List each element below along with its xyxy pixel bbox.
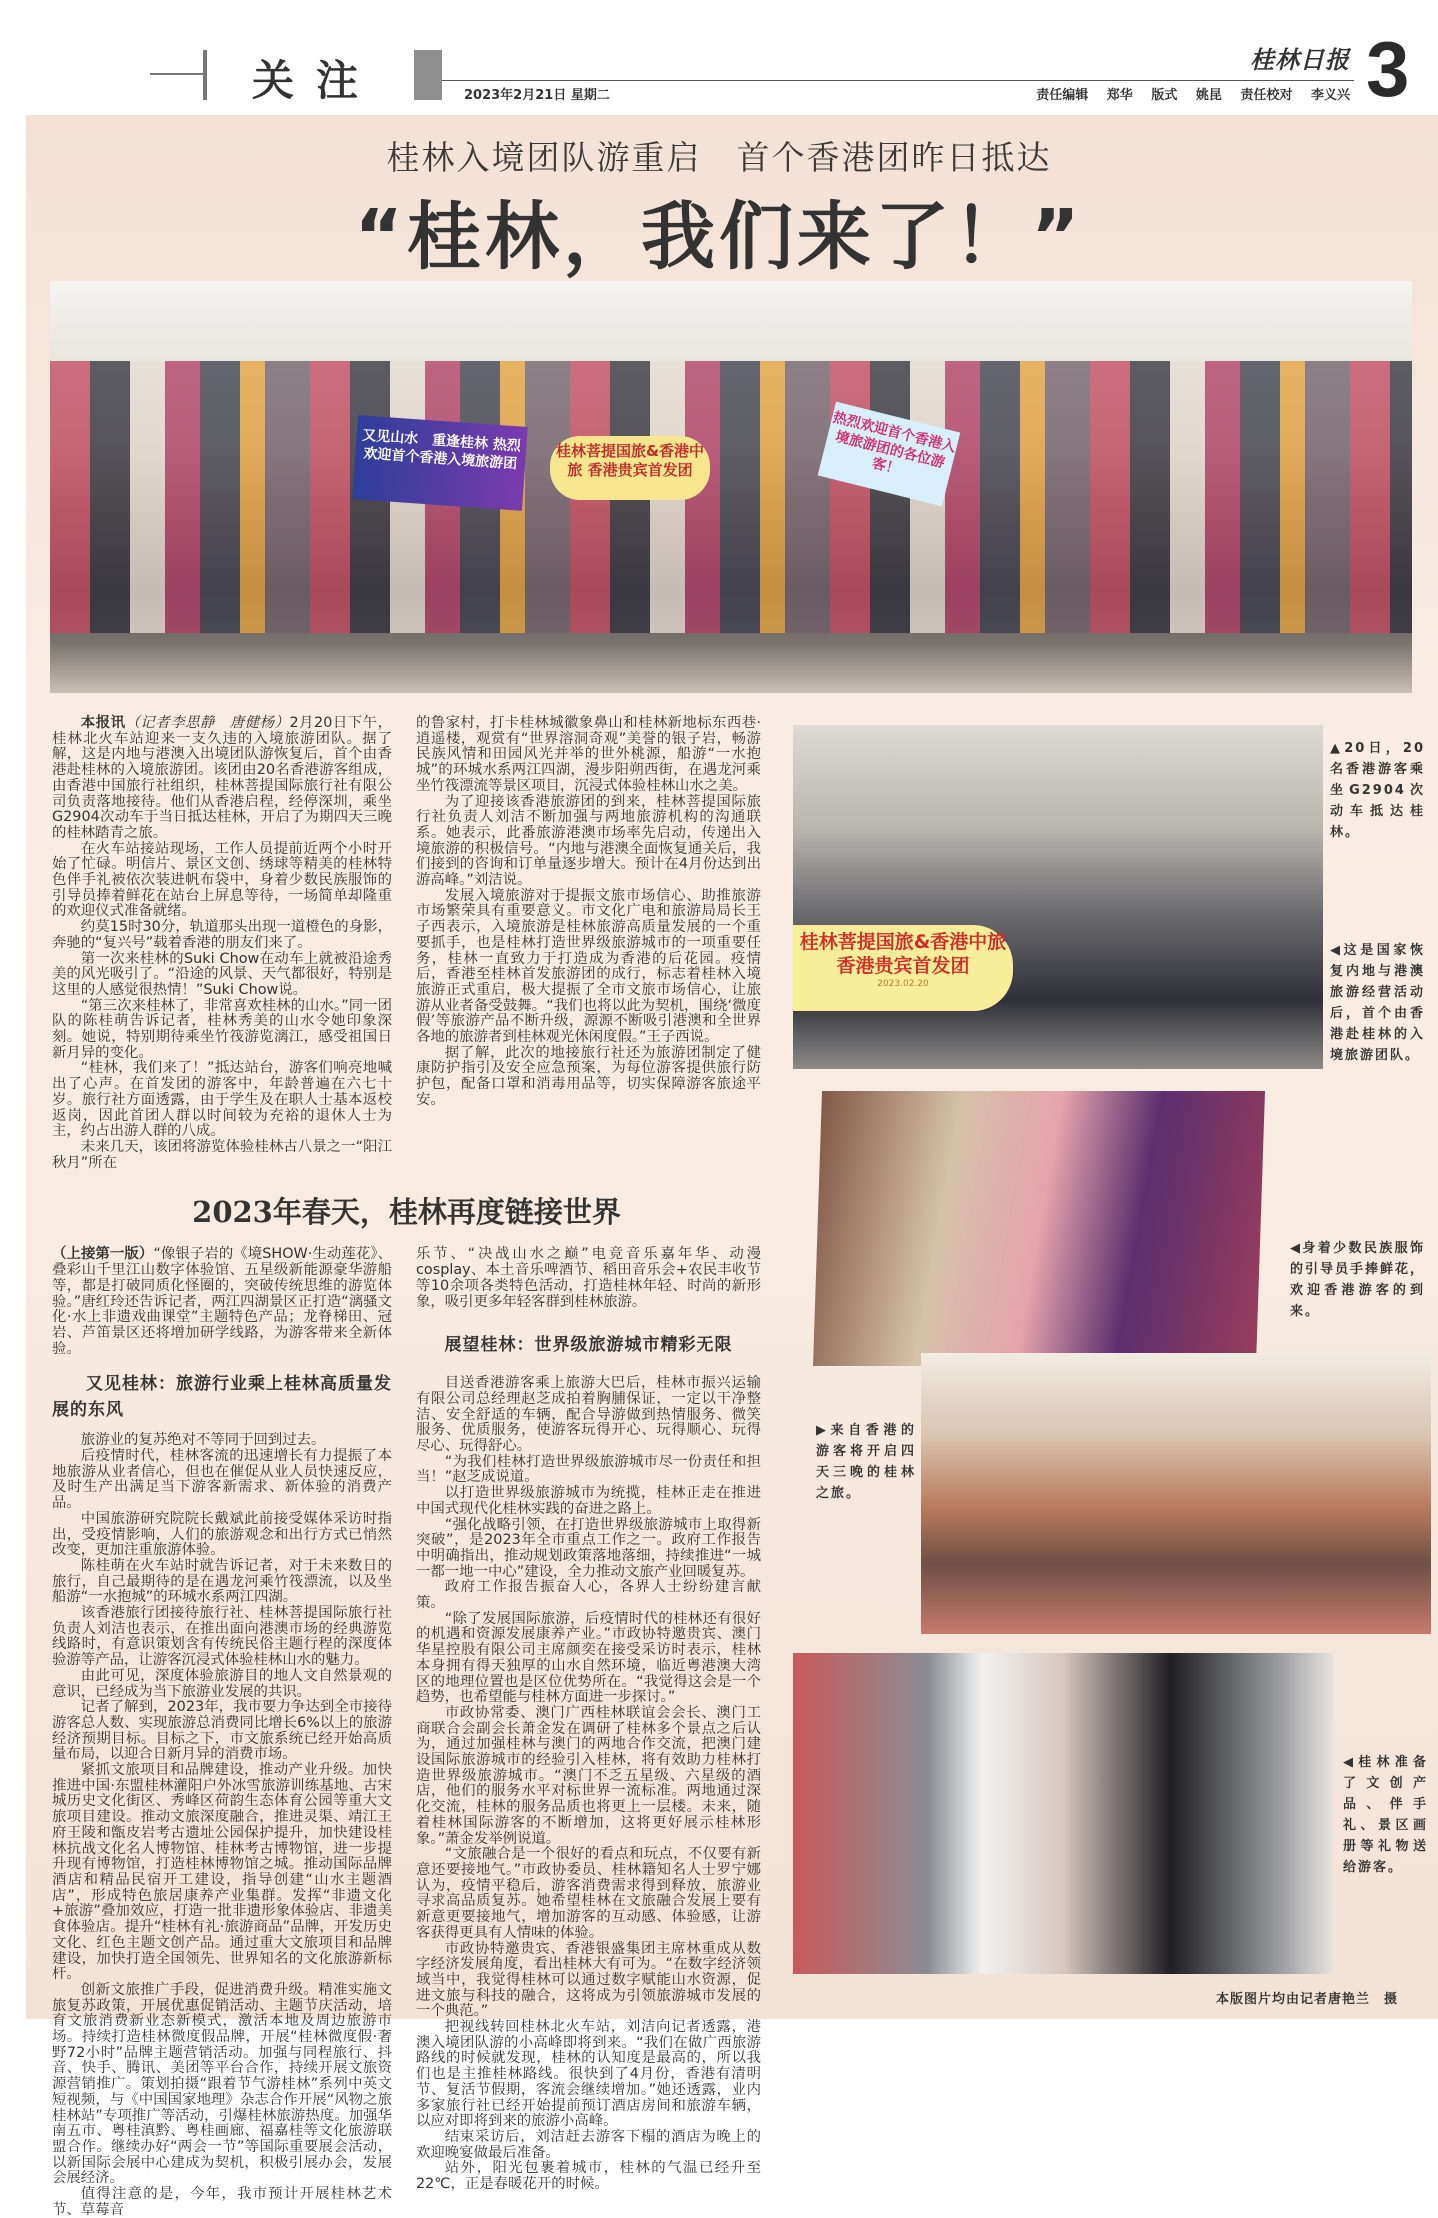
photo-banner: 热烈欢迎首个香港入境旅游团的各位游客！ [818, 402, 961, 507]
paragraph: 创新文旅推广手段，促进消费升级。精准实施文旅复苏政策，开展优惠促销活动、主题节庆活动，培育文旅消费新业态新模式，激活本地及周边旅游市场。持续打造桂林微度假品牌，开展“桂林微度假·奢野72小时”品牌主题营销活动。加强与同程旅行、抖音、快手、腾讯、美团等平台合作，持续开展文旅资源营销推广。策划拍摄“跟着节气游桂林”系列中英文短视频，与《中国国家地理》杂志合作开展“风物之旅桂林站”专项推广等活动，引爆桂林旅游热度。加强华南五市、粤桂滇黔、粤桂画廊、福嘉桂等文化旅游联盟合作。继续办好“两会一节”等国际重要展会活动，以新国际会展中心建成为契机，积极引展办会，发展会展经济。 [52, 1981, 392, 2187]
article1-column-1 [52, 716, 392, 1171]
paragraph: “强化战略引领，在打造世界级旅游城市上取得新突破”，是2023年全市重点工作之一。政府工作报告中明确指出，推动规划政策落地落细，持续推进“一城一都一地一中心”建设，全力推动文旅产业回暖复苏。 [416, 1516, 761, 1580]
paragraph: 中国旅游研究院院长戴斌此前接受媒体采访时指出，受疫情影响，人们的旅游观念和出行方式已悄然改变，更加注重旅游体验。 [52, 1510, 392, 1559]
photo-banner: 又见山水 重逢桂林 热烈欢迎首个香港入境旅游团 [352, 415, 527, 511]
headline-subtitle: 桂林入境团队游重启 首个香港团昨日抵达 [386, 138, 1052, 177]
paragraph: 结束采访后，刘洁赶去游客下榻的酒店为晚上的欢迎晚宴做最后准备。 [416, 2128, 761, 2161]
paragraph: 市政协特邀贵宾、香港银盛集团主席林重成从数字经济发展角度，看出桂林大有可为。“在数字经济领域当中，我觉得桂林可以通过数字赋能山水资源，促进文旅与科技的融合，这将成为引领旅游城市发展的一个典范。” [416, 1940, 761, 2020]
article-lead: 本报讯 [80, 715, 126, 731]
photo-caption: ◀桂林准备了文创产品、伴手礼、景区画册等礼物送给游客。 [1343, 1755, 1428, 1875]
photo-crowd [50, 361, 1412, 633]
paragraph: 旅游业的复苏绝对不等同于回到过去。 [80, 1432, 326, 1449]
layout-name: 姚昆 [1195, 88, 1222, 103]
paragraph: 在火车站接站现场，工作人员提前近两个小时开始了忙碌。明信片、景区文创、绣球等精美的桂林特色伴手礼被依次装进帆布袋中，身着少数民族服饰的引导员捧着鲜花在站台上屏息等待，一场简单却隆重的欢迎仪式准备就绪。 [52, 840, 392, 920]
header-divider [203, 50, 207, 100]
article2 [52, 1247, 761, 2218]
paragraph: “文旅融合是一个很好的看点和玩点，不仅要有新意还要接地气。”市政协委员、桂林籍知名人士罗宁娜认为，疫情平稳后，游客消费需求得到释放，旅游业寻求高品质复苏。她希望桂林在文旅融合发展上要有新意更要接地气，增加游客的互动感、体验感，让游客获得更具有人情味的体验。 [416, 1846, 761, 1941]
flower-welcome-photo [813, 1091, 1265, 1366]
paragraph: “为我们桂林打造世界级旅游城市尽一份责任和担当！”赵芝成说道。 [416, 1453, 761, 1486]
paragraph: 值得注意的是，今年，我市预计开展桂林艺术节、草莓音 [52, 2186, 392, 2218]
subheading: 又见桂林：旅游行业乘上桂林高质量发展的东风 [52, 1374, 392, 1421]
paragraph: “第三次来桂林了，非常喜欢桂林的山水。”同一团队的陈桂萌告诉记者，桂林秀美的山水令她印象深刻。她说，特别期待乘坐竹筏游览漓江，感受祖国日新月异的变化。 [52, 997, 392, 1061]
article1-column-2 [416, 716, 761, 1109]
editor-name: 郑华 [1106, 88, 1133, 103]
paragraph: 目送香港游客乘上旅游大巴后，桂林市振兴运输有限公司总经理赵芝成拍着胸脯保证，一定以干净整洁、安全舒适的车辆，配合导游做到热情服务、微笑服务、优质服务，使游客玩得开心、玩得顺心、玩得尽心、玩得舒心。 [416, 1375, 761, 1455]
article1 [52, 716, 761, 1171]
paragraph: 政府工作报告振奋人心，各界人士纷纷建言献策。 [416, 1579, 761, 1612]
paragraph: 陈桂萌在火车站时就告诉记者，对于未来数日的旅行，自己最期待的是在遇龙河乘竹筏漂流，以及坐船游“一水抱城”的环城水系两江四湖。 [52, 1557, 392, 1606]
paragraph: 该香港旅行团接待旅行社、桂林菩提国际旅行社负责人刘洁也表示，在推出面向港澳市场的经典游览线路时，有意识策划含有传统民俗主题行程的深度体验游等产品，让游客沉浸式体验桂林山水的魅力。 [52, 1605, 392, 1669]
photo-caption: ▶来自香港的游客将开启四天三晚的桂林之旅。 [816, 1423, 916, 1501]
paragraph: “桂林，我们来了！”抵达站台，游客们响亮地喊出了心声。在首发团的游客中，年龄普遍在六七十岁。旅行社方面透露，由于学生及在职人士基本返校返岗，因此首团人群以时间较为充裕的退休人士为主，约占出游人群的八成。 [52, 1060, 392, 1140]
article2-title: 2023年春天，桂林再度链接世界 [192, 1195, 621, 1230]
paragraph: “除了发展国际旅游，后疫情时代的桂林还有很好的机遇和资源发展康养产业。”市政协特邀贵宾、澳门华星控股有限公司主席颜奕在接受采访时表示，桂林本身拥有得天独厚的山水自然环境，临近粤港澳大湾区的地理位置也是区位优势所在。“我觉得这会是一个趋势，也希望能与桂林方面进一步探讨。” [416, 1610, 761, 1706]
paragraph: 后疫情时代，桂林客流的迅速增长有力提振了本地旅游从业者信心，但也在催促从业人员快速反应，及时生产出满足当下游客新需求、新体验的消费产品。 [52, 1448, 392, 1512]
continued-from-label: （上接第一版） [52, 1246, 154, 1263]
banner-date: 2023.02.20 [877, 978, 929, 989]
photo-caption: ▲20日，20名香港游客乘坐G2904次动车抵达桂林。 [1330, 741, 1425, 840]
bus-photo [921, 1353, 1431, 1634]
paragraph: 以打造世界级旅游城市为统揽，桂林正走在推进中国式现代化桂林实践的奋进之路上。 [416, 1485, 761, 1517]
gift-photo [793, 1653, 1333, 1974]
proofreader-label: 责任校对 [1240, 88, 1293, 103]
editor-label: 责任编辑 [1036, 88, 1089, 103]
paragraph: 第一次来桂林的Suki Chow在动车上就被沿途秀美的风光吸引了。“沿途的风景、天气都很好，特别是这里的人感觉很热情！”Suki Chow说。 [52, 950, 392, 998]
article1-first-paragraph [52, 716, 392, 842]
headline-title: “桂林，我们来了！” [354, 194, 1084, 280]
issue-date: 2023年2月21日 星期二 [464, 88, 610, 103]
header-rule-left [150, 73, 205, 75]
photo-caption: ◀身着少数民族服饰的引导员手捧鲜花，欢迎香港游客的到来。 [1290, 1241, 1426, 1319]
section-name: 关注 [252, 56, 381, 105]
paragraph: 的鲁家村，打卡桂林城徽象鼻山和桂林新地标东西巷·逍遥楼，观赏有“世界溶洞奇观”美誉的银子岩，畅游民族风情和田园风光并举的世外桃源，船游“一水抱城”的环城水系两江四湖，漫步阳朔西街，在遇龙河乘坐竹筏漂流等景区项目，沉浸式体验桂林山水之美。 [416, 715, 761, 794]
paragraph: 把视线转回桂林北火车站，刘洁向记者透露，港澳入境团队游的小高峰即将到来。“我们在做广西旅游路线的时候就发现，桂林的认知度是最高的，所以我们也是主推桂林路线。很快到了4月份，香港有清明节、复活节假期，客流会继续增加。”她还透露，业内多家旅行社已经开始提前预订酒店房间和旅游车辆，以应对即将到来的旅游小高峰。 [416, 2019, 761, 2130]
paragraph: 紧抓文旅项目和品牌建设，推动产业升级。加快推进中国·东盟桂林灌阳户外冰雪旅游训练基地、古宋城历史文化街区、秀峰区荷韵生态体育公园等重大文旅项目建设。推动文旅深度融合，推进灵渠、靖江王府王陵和甑皮岩考古遗址公园保护提升，加快建设桂林抗战文化名人博物馆、桂林考古博物馆，进一步提升现有博物馆，打造桂林博物馆之城。推动国际品牌酒店和精品民宿开工建设，指导创建“山水主题酒店”，形成特色旅居康养产业集群。发挥“非遗文化+旅游”叠加效应，打造一批非遗形象体验店、非遗美食体验店。提升“桂林有礼·旅游商品”品牌，开发历史文化、红色主题文创产品。通过重大文旅项目和品牌建设，加快打造全国领先、世界知名的文化旅游新标杆。 [52, 1762, 392, 1983]
article2-intro [52, 1247, 392, 1357]
paragraph: 为了迎接该香港旅游团的到来，桂林菩提国际旅行社负责人刘洁不断加强与两地旅游机构的沟通联系。她表示，此番旅游港澳市场率先启动，传递出入境旅游的积极信号。“内地与港澳全面恢复通关后，我们接到的咨询和订单量逐步增大。预计在4月份达到出游高峰。”刘洁说。 [416, 793, 761, 889]
main-photo [50, 281, 1412, 693]
page-number: 3 [1366, 25, 1410, 113]
paragraph: 未来几天，该团将游览体验桂林古八景之一“阳江秋月”所在 [52, 1138, 392, 1171]
paragraph: 约莫15时30分，轨道那头出现一道橙色的身影，奔驰的“复兴号”载着香港的朋友们来了。 [52, 919, 392, 951]
article2-column-2 [416, 1247, 761, 2192]
proofreader-name: 李义兴 [1310, 88, 1350, 103]
photo-caption: ◀这是国家恢复内地与港澳旅游经营活动后，首个由香港赴桂林的入境旅游团队。 [1330, 943, 1425, 1063]
byline: （记者李思静 唐健杨） [125, 715, 290, 731]
subheading: 展望桂林：世界级旅游城市精彩无限 [444, 1335, 733, 1356]
paragraph: 乐节、“决战山水之巅”电竞音乐嘉年华、动漫cosplay、本土音乐啤酒节、稻田音乐会+农民丰收节等10余项各类特色活动，打造桂林年轻、时尚的新形象，吸引更多年轻客群到桂林旅游。 [416, 1246, 761, 1310]
photo-banner [793, 925, 1013, 1011]
paragraph: 据了解，此次的地接旅行社还为旅游团制定了健康防护指引及安全应急预案，为每位游客提供旅行防护包，配备口罩和消毒用品等，切实保障游客旅途平安。 [416, 1044, 761, 1108]
banner-text: 桂林菩提国旅&香港中旅 香港贵宾首发团 [799, 931, 1007, 977]
header-block [414, 50, 442, 100]
header-rule [442, 80, 1354, 81]
paragraph: 站外，阳光包裹着城市，桂林的气温已经升至22℃，正是春暖花开的时候。 [416, 2160, 761, 2193]
articles-area [52, 716, 761, 2218]
paragraph-text: 2月20日下午，桂林北火车站迎来一支久违的入境旅游团队。据了解，这是内地与港澳入出境团队游恢复后，首个由香港赴桂林的入境旅游团。该团由20名香港游客组成，由香港中国旅行社组织，桂林菩提国际旅行社有限公司负责落地接待。他们从香港启程，经停深圳，乘坐G2904次动车于当日抵达桂林，开启了为期四天三晚的桂林踏青之旅。 [52, 715, 392, 841]
newspaper-logo: 桂林日报 [1250, 45, 1350, 74]
photo-credit: 本版图片均由记者唐艳兰 摄 [1215, 1992, 1398, 2007]
paragraph: 由此可见，深度体验旅游目的地人文自然景观的意识，已经成为当下旅游业发展的共识。 [52, 1667, 392, 1700]
layout-label: 版式 [1151, 88, 1178, 103]
article2-column-1 [52, 1247, 392, 2218]
paragraph: 市政协常委、澳门广西桂林联谊会会长、澳门工商联合会副会长萧金发在调研了桂林多个景点之后认为，通过加强桂林与澳门的两地合作交流，把澳门建设国际旅游城市的经验引入桂林，将有效助力桂林打造世界级旅游城市。“澳门不乏五星级、六星级的酒店，他们的服务水平对标世界一流标准。两地通过深化交流，桂林的服务品质也将更上一层楼。未来，随着桂林国际游客的不断增加，这将更好展示桂林形象。”萧金发举例说道。 [416, 1704, 761, 1847]
paragraph: 记者了解到，2023年，我市要力争达到全市接待游客总人数、实现旅游总消费同比增长6%以上的旅游经济预期目标。目标之下，市文旅系统已经开始高质量布局，以迎合日新月异的消费市场。 [52, 1699, 392, 1763]
photo-banner: 桂林菩提国旅&香港中旅 香港贵宾首发团 [550, 436, 710, 500]
paragraph: 发展入境旅游对于提振文旅市场信心、助推旅游市场繁荣具有重要意义。市文化广电和旅游局局长王子西表示，入境旅游是桂林旅游高质量发展的一个重要抓手，也是桂林打造世界级旅游城市的一项重要任务，桂林一直致力于打造成为香港的后花园。疫情后，香港至桂林首发旅游团的成行，标志着桂林入境旅游正式重启，极大提振了全市文旅市场信心，让旅游从业者备受鼓舞。“我们也将以此为契机，围绕‘微度假’等旅游产品不断升级，源源不断吸引港澳和全世界各地的旅游者到桂林观光休闲度假。”王子西说。 [416, 887, 761, 1046]
paragraph-text: “像银子岩的《境SHOW·生动莲花》、叠彩山千里江山数字体验馆、五星级新能源豪华游船等，都是打破同质化怪圈的，突破传统思维的游览体验。”唐红玲还告诉记者，两江四湖景区正打造“漓骚文化·水上非遗戏曲课堂”主题特色产品；龙脊梯田、冠岩、芦笛景区还将增加研学线路，为游客带来全新体验。 [52, 1246, 392, 1357]
arrival-photo [793, 725, 1323, 1069]
editor-credits [1028, 84, 1350, 103]
